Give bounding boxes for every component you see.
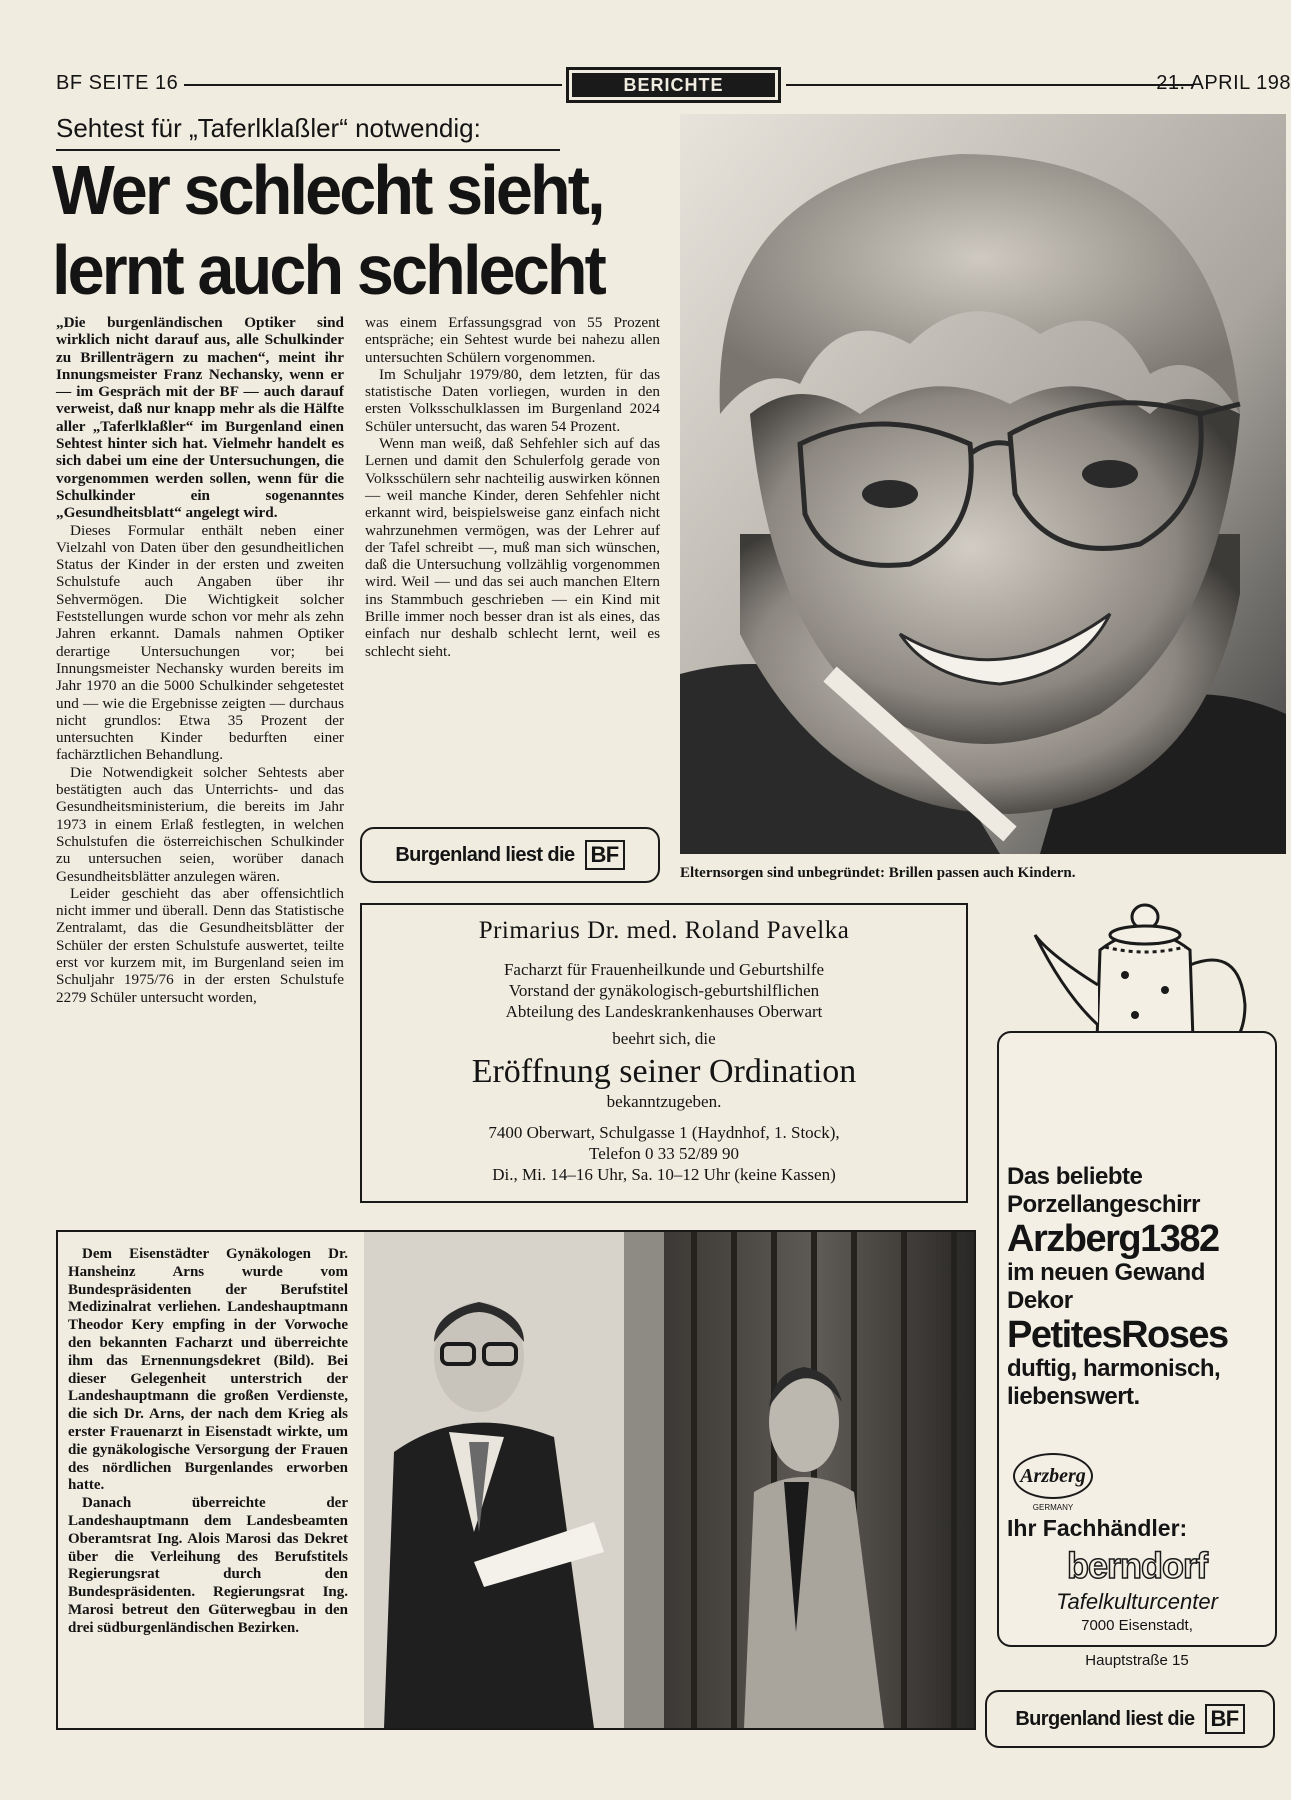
slogan-box	[360, 827, 660, 883]
arzberg-line: duftig, harmonisch,	[1007, 1355, 1221, 1382]
article-paragraph: was einem Erfassungsgrad von 55 Prozent entspräche; ein Sehtest wurde bei nahezu allen untersuchten Schülern vorgenommen.	[365, 314, 660, 366]
ad-line: beehrt sich, die	[612, 1029, 716, 1048]
page-number: BF SEITE 16	[56, 72, 179, 94]
section-label: BERICHTE	[566, 67, 781, 103]
advertisement-arzberg	[997, 1031, 1277, 1647]
header-rule-right	[786, 84, 1194, 86]
article-paragraph: Danach überreichte der Landeshauptmann dem Landesbeamten Oberamtsrat Ing. Alois Marosi das Dekret über die Verleihung des Berufstitels Regierungsrat durch den Bundespräsidenten. Regierungsrat Ing. Marosi betreut den Güterwegbau in den drei südburgenländischen Bezirken.	[68, 1495, 348, 1636]
ad-line: Abteilung des Landeskrankenhauses Oberwart	[505, 1002, 823, 1021]
arzberg-logo: Arzberg	[1013, 1453, 1093, 1499]
arzberg-line: liebenswert.	[1007, 1383, 1140, 1410]
article-column-2	[365, 314, 660, 660]
arzberg-line: im neuen Gewand	[1007, 1259, 1205, 1286]
page-header	[56, 70, 1291, 100]
dealer-label: Ihr Fachhändler:	[1007, 1515, 1188, 1541]
dealer-logo: berndorf	[1067, 1545, 1207, 1586]
bf-logo: BF	[1205, 1704, 1245, 1734]
headline-line-2: lernt auch schlecht	[52, 231, 604, 309]
article-column-1	[56, 314, 344, 1006]
article-lead: „Die burgenländischen Optiker sind wirklich nicht darauf aus, alle Schulkinder zu Brillenträgern zu machen“, meint ihr Innungsmeister Franz Nechansky, wenn er — im Gespräch mit der BF — auch darauf verweist, daß nur knapp mehr als die Hälfte aller „Taferlklaßler“ im Burgenland einen Sehtest hinter sich hat. Vielmehr handelt es sich dabei um eine der Untersuchungen, die vorgenommen werden sollen, wenn für die Schulkinder ein sogenanntes „Gesundheitsblatt“ angelegt wird.	[56, 314, 344, 522]
arzberg-line: Dekor	[1007, 1287, 1073, 1314]
ad-hours: Di., Mi. 14–16 Uhr, Sa. 10–12 Uhr (keine Kassen)	[492, 1165, 836, 1184]
photo-caption: Elternsorgen sind unbegründet: Brillen passen auch Kindern.	[680, 865, 1076, 881]
article-paragraph: Die Notwendigkeit solcher Sehtests aber bestätigten auch das Unterrichts- und das Gesundheitsministerium, die bereits im Jahr 1973 in einem Erlaß festlegten, in welchen Schulstufen die österreichischen Schulkinder zu untersuchen seien, worüber danach Gesundheitsblätter anzulegen wären.	[56, 763, 344, 885]
photo-illustration	[680, 114, 1286, 854]
ad-address: 7400 Oberwart, Schulgasse 1 (Haydnhof, 1. Stock),	[488, 1123, 840, 1142]
slogan-box-2	[985, 1690, 1275, 1748]
arzberg-brand: Arzberg1382	[1007, 1218, 1219, 1260]
arzberg-decor: PetitesRoses	[1007, 1314, 1228, 1356]
arzberg-copy	[1007, 1163, 1275, 1411]
dealer-street: Hauptstraße 15	[1085, 1652, 1189, 1669]
article-box-arns	[56, 1230, 976, 1730]
arzberg-line: Porzellangeschirr	[1007, 1191, 1200, 1218]
slogan-text: Burgenland liest die	[1015, 1707, 1195, 1730]
article-paragraph: Dieses Formular enthält neben einer Vielzahl von Daten über den gesundheitlichen Status der Kinder in der ersten und zweiten Schulstufe auch Angaben über ihr Sehvermögen. Die Wichtigkeit solcher Feststellungen wurde schon vor mehr als zehn Jahren erkannt. Damals nahmen Optiker derartige Untersuchungen vor; bei Innungsmeister Nechansky wurden bereits im Jahr 1970 an die 5000 Schulkinder sehgetestet und — wie die Ergebnisse zeigten — durchaus nicht grundlos: Etwa 35 Prozent der untersuchten Kinder bedurften einer fachärztlichen Behandlung.	[56, 521, 344, 764]
ad-doctor-name: Primarius Dr. med. Roland Pavelka	[478, 917, 850, 944]
ad-line: Vorstand der gynäkologisch-geburtshilflichen	[508, 981, 820, 1000]
article-paragraph: Leider geschieht das aber offensichtlich nicht immer und überall. Denn das Statistische Zentralamt, das die Gesundheitsblätter der Schüler der ersten Schulstufe auswertet, teilte erst vor kurzem mit, im Burgenland seien im Schuljahr 1975/76 in der ersten Schulstufe 2279 Schüler untersucht worden,	[56, 884, 344, 1006]
photo-boy-with-glasses	[680, 114, 1286, 854]
article-paragraph: Dem Eisenstädter Gynäkologen Dr. Hansheinz Arns wurde vom Bundespräsidenten der Berufstitel Medizinalrat verliehen. Landeshauptmann Theodor Kery empfing in der Vorwoche den bekannten Facharzt und überreichte ihm das Ernennungsdekret (Bild). Bei dieser Gelegenheit unterstrich der Landeshauptmann die großen Verdienste, die sich Dr. Arns, der nach dem Krieg als erster Frauenarzt in Eisenstadt wirkte, um die gynäkologische Versorgung der Frauen des nördlichen Burgenlandes erworben hatte.	[68, 1246, 348, 1494]
article-paragraph: Im Schuljahr 1979/80, dem letzten, für das statistische Daten vorliegen, wurden in den ersten Volksschulklassen im Burgenland 2024 Schüler untersucht, das waren 54 Prozent.	[365, 365, 660, 435]
photo-award-ceremony	[364, 1232, 974, 1728]
arzberg-logo-sub: GERMANY	[1032, 1503, 1074, 1512]
article-paragraph: Wenn man weiß, daß Sehfehler sich auf das Lernen und damit den Schulerfolg gerade von Volksschülern sehr nachteilig auswirken können — weil manche Kinder, deren Sehfehler nicht erkannt wird, beispielsweise ganz einfach nicht wahrzunehmen vermögen, was der Lehrer auf der Tafel schreibt —, muß man sich wünschen, daß die Untersuchung vollzählig vorgenommen wird. Weil — und das sei auch manchen Eltern ins Stammbuch geschrieben — ein Kind mit Brille immer noch besser dran ist als eines, das einfach nur deshalb schlecht lernt, weil es schlecht sieht.	[365, 435, 660, 660]
dealer-subtitle: Tafelkulturcenter	[1056, 1589, 1218, 1614]
article-headline	[52, 150, 651, 310]
ad-line: bekanntzugeben.	[606, 1092, 722, 1111]
slogan-text: Burgenland liest die	[395, 843, 575, 866]
ad-headline: Eröffnung seiner Ordination	[471, 1053, 857, 1090]
advertisement-pavelka	[360, 903, 968, 1203]
dealer-city: 7000 Eisenstadt,	[1081, 1617, 1193, 1634]
article-kicker: Sehtest für „Taferlklaßler“ notwendig:	[56, 113, 481, 143]
article-arns-text	[68, 1246, 348, 1638]
ad-phone: Telefon 0 33 52/89 90	[589, 1144, 739, 1163]
issue-date: 21. APRIL 198	[1156, 72, 1291, 94]
headline-line-1: Wer schlecht sieht,	[52, 151, 603, 229]
bf-logo: BF	[585, 840, 625, 870]
header-rule-left	[184, 84, 562, 86]
arzberg-line: Das beliebte	[1007, 1163, 1143, 1190]
ad-line: Facharzt für Frauenheilkunde und Geburtshilfe	[503, 960, 825, 979]
photo-illustration-2	[364, 1232, 974, 1728]
